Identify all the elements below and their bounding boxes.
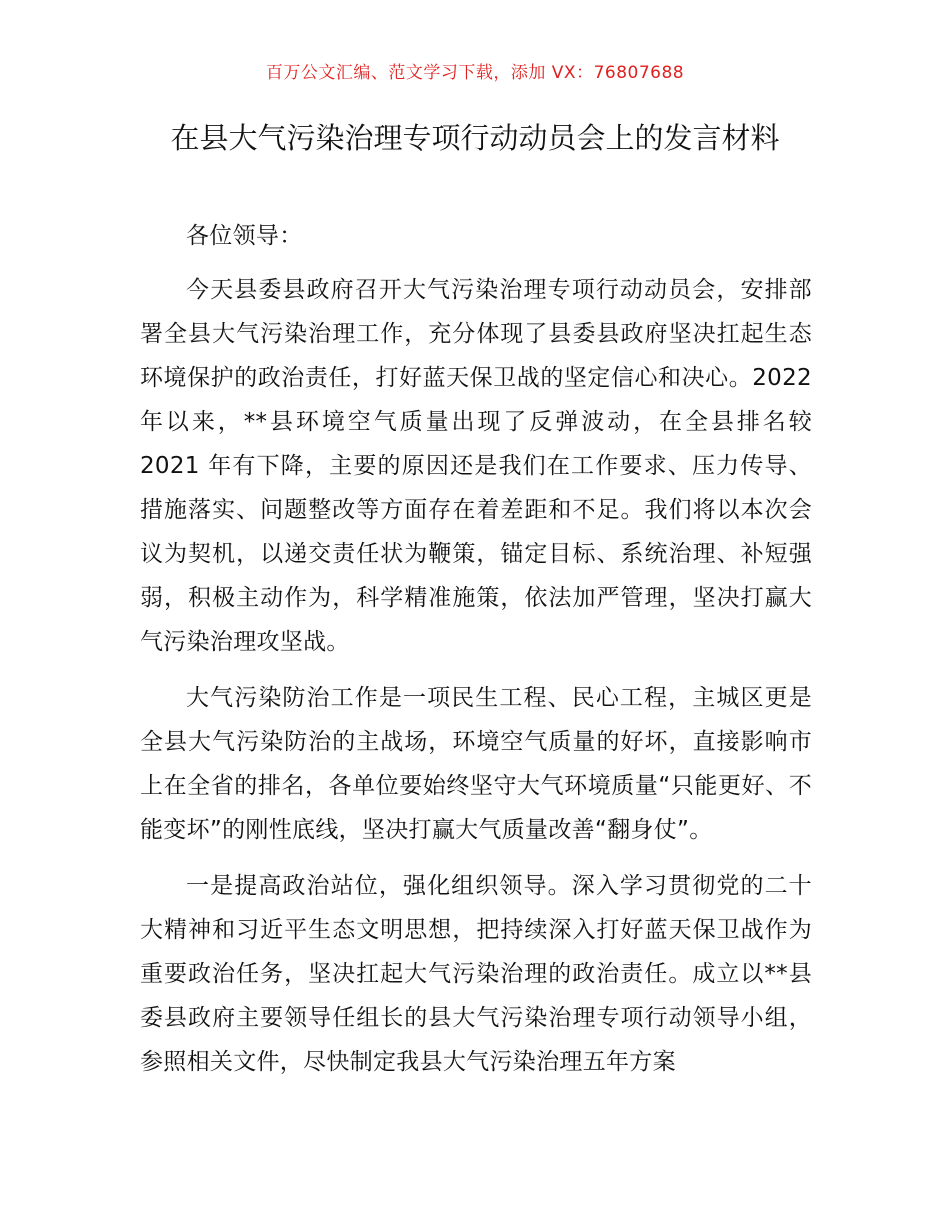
- header-watermark-note: 百万公文汇编、范文学习下载，添加 VX：76807688: [265, 63, 685, 83]
- paragraph-1: 今天县委县政府召开大气污染治理专项行动动员会，安排部署全县大气污染治理工作，充分体现了县委县政府坚决扛起生态环境保护的政治责任，打好蓝天保卫战的坚定信心和决心。2022 年以来，**县环境空气质量出现了反弹波动，在全县排名较 2021 年有下降，主要的原因还是我们在工作要求、压力传导、措施落实、问题整改等方面存在着差距和不足。我们将以本次会议为契机，以递交责任状为鞭策，锚定目标、系统治理、补短强弱，积极主动作为，科学精准施策，依法加严管理，坚决打赢大气污染治理攻坚战。: [140, 277, 812, 655]
- paragraph-2: 大气污染防治工作是一项民生工程、民心工程，主城区更是全县大气污染防治的主战场，环境空气质量的好坏，直接影响市上在全省的排名，各单位要始终坚守大气环境质量“只能更好、不能变坏”的刚性底线，坚决打赢大气质量改善“翻身仗”。: [140, 685, 812, 843]
- document-body: [140, 214, 812, 1096]
- paragraph-3: 一是提高政治站位，强化组织领导。深入学习贯彻党的二十大精神和习近平生态文明思想，把持续深入打好蓝天保卫战作为重要政治任务，坚决扛起大气污染治理的政治责任。成立以**县委县政府主要领导任组长的县大气污染治理专项行动领导小组，参照相关文件，尽快制定我县大气污染治理五年方案: [140, 873, 812, 1075]
- salutation: 各位领导：: [186, 223, 303, 249]
- document-title: 在县大气污染治理专项行动动员会上的发言材料: [170, 121, 780, 155]
